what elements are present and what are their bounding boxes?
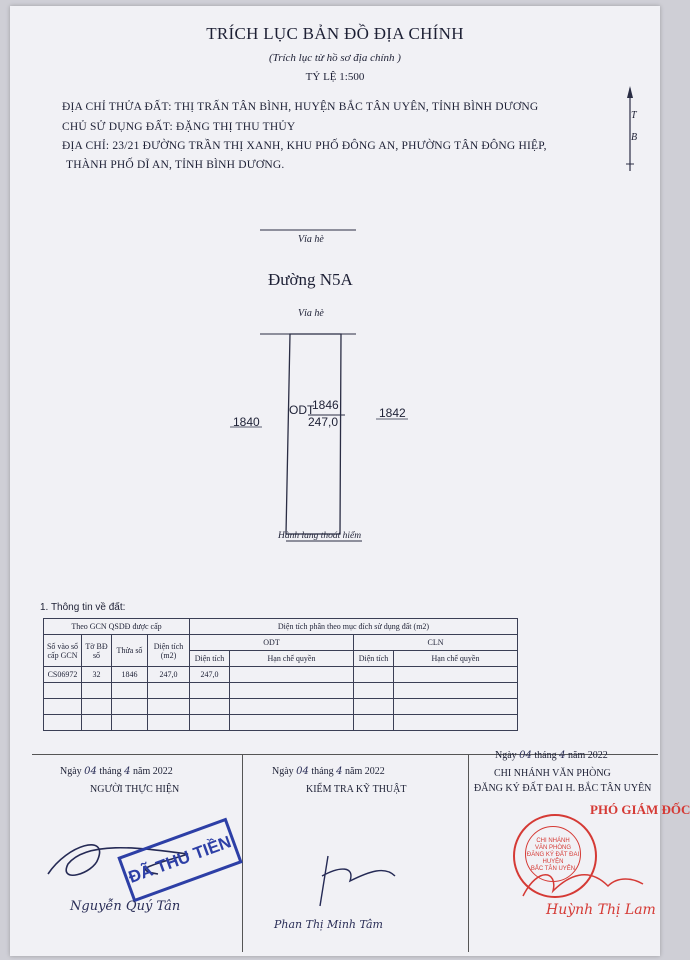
table-row: [44, 683, 518, 699]
road-label: Đường N5A: [268, 270, 353, 289]
office-org-line-1: CHI NHÁNH VĂN PHÒNG: [494, 768, 611, 779]
cln-group-header: CLN: [354, 635, 518, 651]
checker-role: KIỂM TRA KỸ THUẬT: [306, 784, 407, 795]
cell-sheet: 32: [82, 667, 112, 683]
neighbor-parcel-right: 1842: [379, 406, 406, 420]
office-date: Ngày 04 tháng 4 năm 2022: [495, 750, 608, 761]
cell-parcel: 1846: [112, 667, 148, 683]
checker-signature: [300, 846, 420, 916]
owner-address-line-2: THÀNH PHỐ DĨ AN, TỈNH BÌNH DƯƠNG.: [66, 159, 285, 171]
area-by-use-header: Diện tích phân theo mục đích sử dụng đất (m2): [190, 619, 518, 635]
land-info-heading: 1. Thông tin về đất:: [40, 602, 126, 613]
checker-date: Ngày 04 tháng 4 năm 2022: [272, 766, 385, 777]
office-position: PHÓ GIÁM ĐỐC: [590, 802, 690, 817]
office-org-line-2: ĐĂNG KÝ ĐẤT ĐAI H. BẮC TÂN UYÊN: [474, 783, 652, 794]
land-type-label: ODT: [289, 403, 315, 417]
signature-column-divider: [468, 754, 469, 952]
col-gcn-number: Số vào sổ cấp GCN: [44, 635, 82, 667]
sidewalk-bottom-label: Vỉa hè: [298, 308, 324, 319]
land-owner: CHỦ SỬ DỤNG ĐẤT: ĐẶNG THỊ THU THỦY: [62, 121, 296, 133]
table-row: [44, 699, 518, 715]
office-signer-name: Huỳnh Thị Lam: [546, 902, 656, 918]
performer-name: Nguyễn Quý Tân: [70, 899, 181, 914]
office-red-seal: CHI NHÁNH VĂN PHÒNG ĐĂNG KÝ ĐẤT ĐAI HUYỆN BẮC TÂN UYÊN: [513, 814, 597, 898]
col-area: Diện tích (m2): [148, 635, 190, 667]
col-cln-restriction: Hạn chế quyền: [394, 651, 518, 667]
cell-gcn: CS06972: [44, 667, 82, 683]
neighbor-parcel-left: 1840: [233, 415, 260, 429]
parcel-area-label: 247,0: [308, 415, 339, 429]
document-sheet: [10, 6, 690, 956]
document-title: TRÍCH LỤC BẢN ĐỒ ĐỊA CHÍNH: [206, 24, 464, 43]
cell-empty: [394, 667, 518, 683]
cell-empty: [230, 667, 354, 683]
performer-date: Ngày 04 tháng 4 năm 2022: [60, 766, 173, 777]
col-odt-restriction: Hạn chế quyền: [230, 651, 354, 667]
map-scale: TỶ LỆ 1:500: [305, 71, 365, 83]
owner-address-line-1: ĐỊA CHỈ: 23/21 ĐƯỜNG TRẦN THỊ XANH, KHU PHỐ ĐÔNG AN, PHƯỜNG TÂN ĐÔNG HIỆP,: [62, 140, 547, 152]
col-map-sheet: Tờ BĐ số: [82, 635, 112, 667]
parcel-number-label: 1846: [312, 398, 339, 412]
sidewalk-top-label: Vỉa hè: [298, 234, 324, 245]
cell-area: 247,0: [148, 667, 190, 683]
cell-odt-area: 247,0: [190, 667, 230, 683]
escape-corridor-label: Hành lang thoát hiểm: [278, 531, 362, 541]
north-letter-t: T: [631, 110, 637, 121]
signature-column-divider: [242, 754, 243, 952]
col-odt-area: Diện tích: [190, 651, 230, 667]
north-letter-b: B: [631, 132, 638, 143]
document-subtitle: (Trích lục từ hồ sơ địa chính ): [269, 52, 401, 64]
cell-empty: [354, 667, 394, 683]
col-cln-area: Diện tích: [354, 651, 394, 667]
table-row: [44, 667, 518, 683]
performer-role: NGƯỜI THỰC HIỆN: [90, 784, 180, 795]
paid-stamp: ĐÃ THU TIỀN: [117, 818, 242, 903]
table-row: [44, 715, 518, 731]
checker-name: Phan Thị Minh Tâm: [274, 918, 383, 931]
parcel-address: ĐỊA CHỈ THỬA ĐẤT: THỊ TRẤN TÂN BÌNH, HUYỆN BẮC TÂN UYÊN, TỈNH BÌNH DƯƠNG: [62, 101, 539, 113]
odt-group-header: ODT: [190, 635, 354, 651]
gcn-group-header: Theo GCN QSDĐ được cấp: [44, 619, 190, 635]
land-info-table: [43, 618, 518, 731]
col-parcel: Thửa số: [112, 635, 148, 667]
